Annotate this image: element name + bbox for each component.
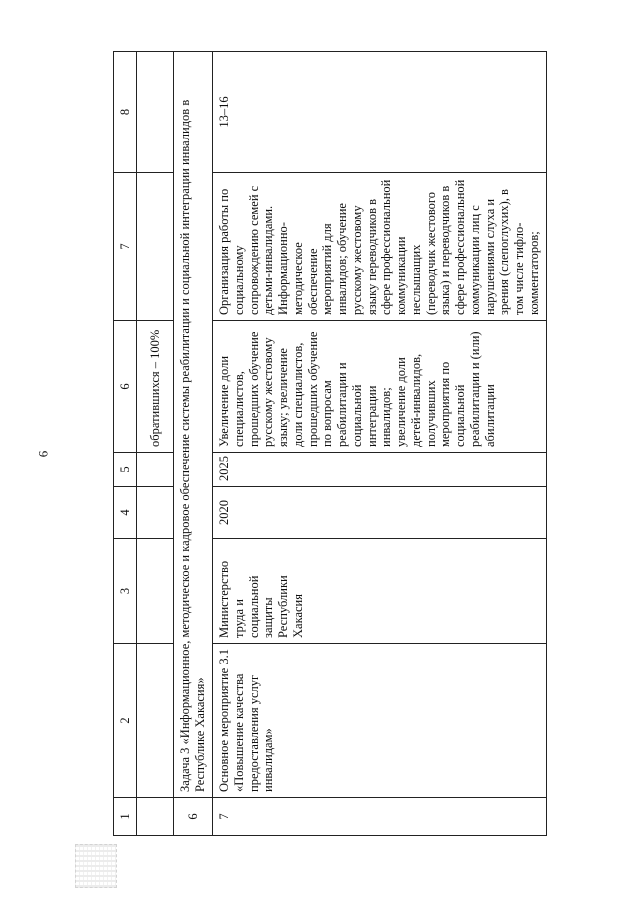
- column-number-cell: 8: [114, 52, 137, 173]
- expected-result-cell: Увеличение доли специалистов, прошедших обучение русскому жестовому языку; увеличение доли специалистов, прошедших обучение по вопросам реабилитации и социальной интеграции инвалидов; увеличение доли детей-инвалидов, получивших мероприятия по социальной реабилитации и (или) абилитации: [213, 321, 547, 453]
- start-year-cell: 2020: [213, 487, 547, 539]
- column-number-cell: 3: [114, 539, 137, 644]
- measure-name-cell: Основное мероприятие 3.1 «Повышение качества предоставления услуг инвалидам»: [213, 644, 547, 798]
- page-number: 6: [35, 450, 51, 458]
- column-number-cell: 5: [114, 453, 137, 487]
- table-row: [213, 52, 547, 836]
- task-row-number: 6: [174, 798, 213, 836]
- column-number-cell: 4: [114, 487, 137, 539]
- column-number-cell: 1: [114, 798, 137, 836]
- continuation-row: [137, 52, 174, 836]
- table-cell: [137, 52, 174, 173]
- activities-cell: Организация работы по социальному сопровождению семей с детьми-инвалидами. Информационно-методическое обеспечение мероприятий для инвалидов; обучение русскому жестовому языку переводчиков в сфере профессиональной коммуникации неслышащих (переводчик жестового языка) и переводчиков в сфере профессиональной коммуникации лиц с нарушениями слуха и зрения (слепоглухих), в том числе тифло-комментаторов;: [213, 173, 547, 321]
- task-title: Задача 3 «Информационное, методическое и кадровое обеспечение системы реабилитации и социальной интеграции инвалидов в Республике Хакасия»: [174, 52, 213, 798]
- continuation-result-cell: обратившихся – 100%: [137, 321, 174, 453]
- table-cell: [137, 173, 174, 321]
- table-cell: [137, 487, 174, 539]
- column-number-cell: 2: [114, 644, 137, 798]
- table-cell: [137, 453, 174, 487]
- indicators-cell: 13–16: [213, 52, 547, 173]
- table-cell: [137, 798, 174, 836]
- document-sheet: [113, 52, 613, 836]
- column-number-row: [114, 52, 137, 836]
- column-number-cell: 7: [114, 173, 137, 321]
- column-number-cell: 6: [114, 321, 137, 453]
- task-row: [174, 52, 213, 836]
- table-cell: [137, 539, 174, 644]
- registration-stamp: [75, 844, 117, 888]
- program-measures-table: [113, 51, 547, 836]
- table-cell: [137, 644, 174, 798]
- end-year-cell: 2025: [213, 453, 547, 487]
- row-number: 7: [213, 798, 547, 836]
- executor-cell: Министерство труда и социальной защиты Республики Хакасия: [213, 539, 547, 644]
